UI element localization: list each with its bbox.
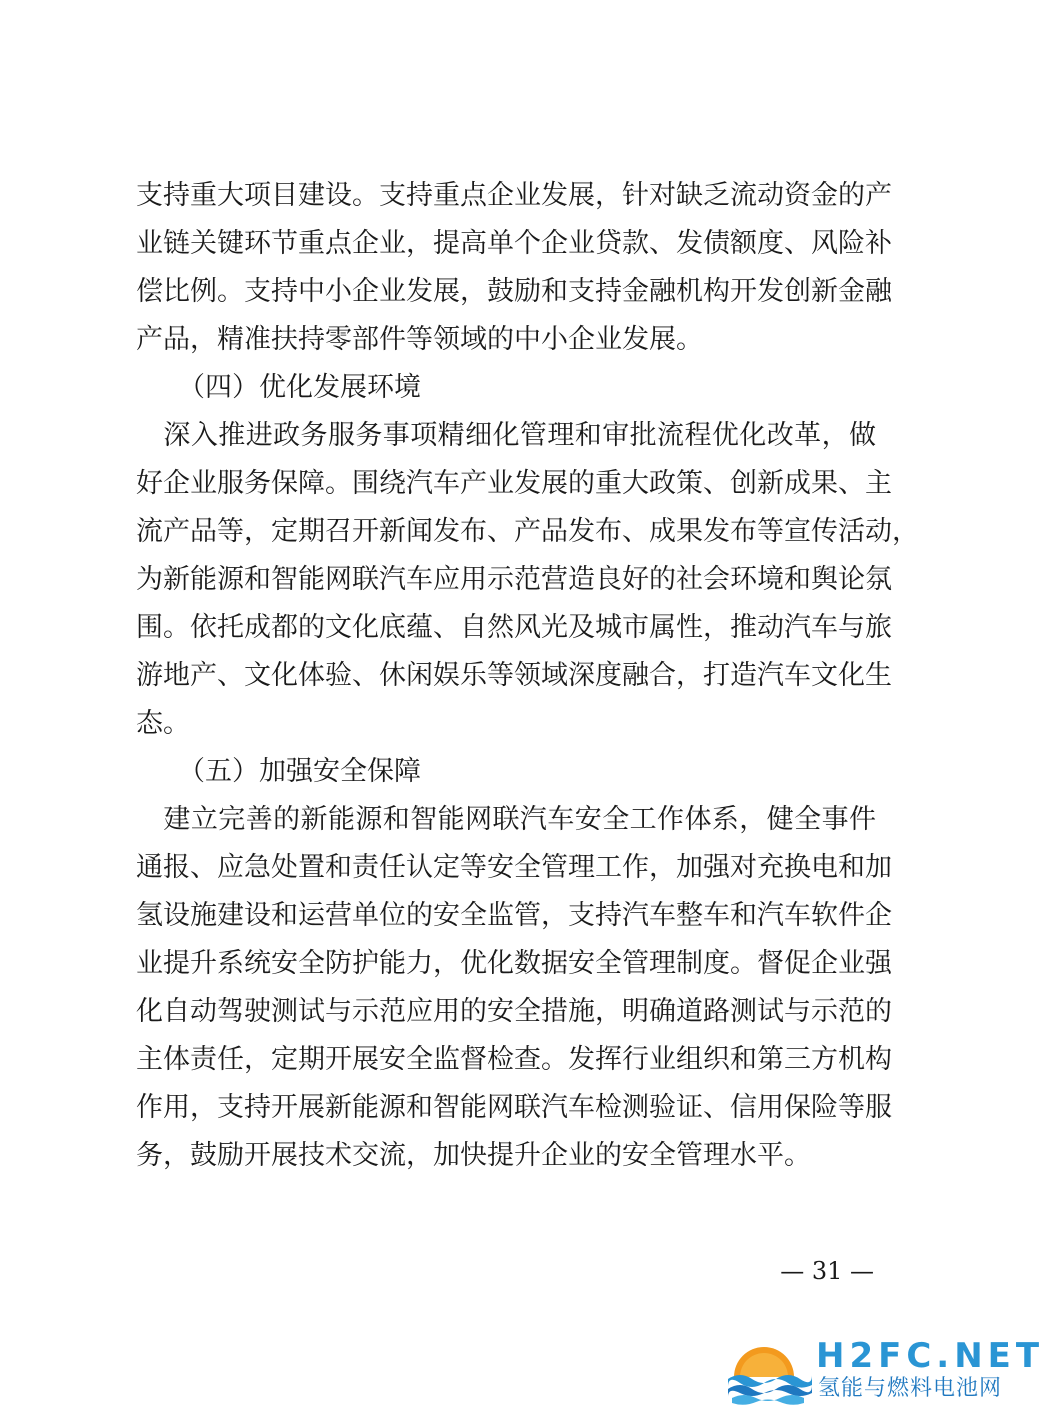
text-line: 化自动驾驶测试与示范应用的安全措施，明确道路测试与示范的: [136, 996, 892, 1027]
text-line: 通报、应急处置和责任认定等安全管理工作，加强对充换电和加: [136, 852, 892, 883]
text-line: 业提升系统安全防护能力，优化数据安全管理制度。督促企业强: [136, 948, 892, 979]
text-line: 围。依托成都的文化底蕴、自然风光及城市属性，推动汽车与旅: [136, 612, 892, 643]
text-line: 好企业服务保障。围绕汽车产业发展的重大政策、创新成果、主: [136, 468, 892, 499]
watermark-subtitle: 氢能与燃料电池网: [818, 1376, 1003, 1401]
paragraph-development-environment: [136, 412, 919, 748]
paragraph-safety-assurance: [136, 796, 892, 1180]
watermark-title: H2FC.NET: [816, 1336, 1044, 1376]
section-heading-environment: （四）优化发展环境: [178, 372, 421, 403]
text-line: 务，鼓励开展技术交流，加快提升企业的安全管理水平。: [136, 1140, 811, 1171]
text-line: 为新能源和智能网联汽车应用示范营造良好的社会环境和舆论氛: [136, 564, 892, 595]
text-line: 作用，支持开展新能源和智能网联汽车检测验证、信用保险等服: [136, 1092, 892, 1123]
page-number: — 31 —: [780, 1257, 874, 1285]
text-line: 业链关键环节重点企业，提高单个企业贷款、发债额度、风险补: [136, 228, 892, 259]
text-line: 深入推进政务服务事项精细化管理和审批流程优化改革，做: [136, 420, 876, 451]
text-line: 产品，精准扶持零部件等领域的中小企业发展。: [136, 324, 703, 355]
watermark-logo: [726, 1333, 1044, 1409]
text-line: 主体责任，定期开展安全监督检查。发挥行业组织和第三方机构: [136, 1044, 892, 1075]
text-line: 态。: [136, 708, 190, 739]
text-line: 游地产、文化体验、休闲娱乐等领域深度融合，打造汽车文化生: [136, 660, 892, 691]
sun-wave-logo-icon: [726, 1335, 812, 1405]
document-body: [136, 172, 919, 1180]
text-line: 流产品等，定期召开新闻发布、产品发布、成果发布等宣传活动，: [136, 516, 919, 547]
text-line: 支持重大项目建设。支持重点企业发展，针对缺乏流动资金的产: [136, 180, 892, 211]
section-heading-safety: （五）加强安全保障: [178, 756, 421, 787]
paragraph-financial-support: [136, 172, 892, 364]
text-line: 建立完善的新能源和智能网联汽车安全工作体系，健全事件: [136, 804, 876, 835]
text-line: 偿比例。支持中小企业发展，鼓励和支持金融机构开发创新金融: [136, 276, 892, 307]
text-line: 氢设施建设和运营单位的安全监管，支持汽车整车和汽车软件企: [136, 900, 892, 931]
